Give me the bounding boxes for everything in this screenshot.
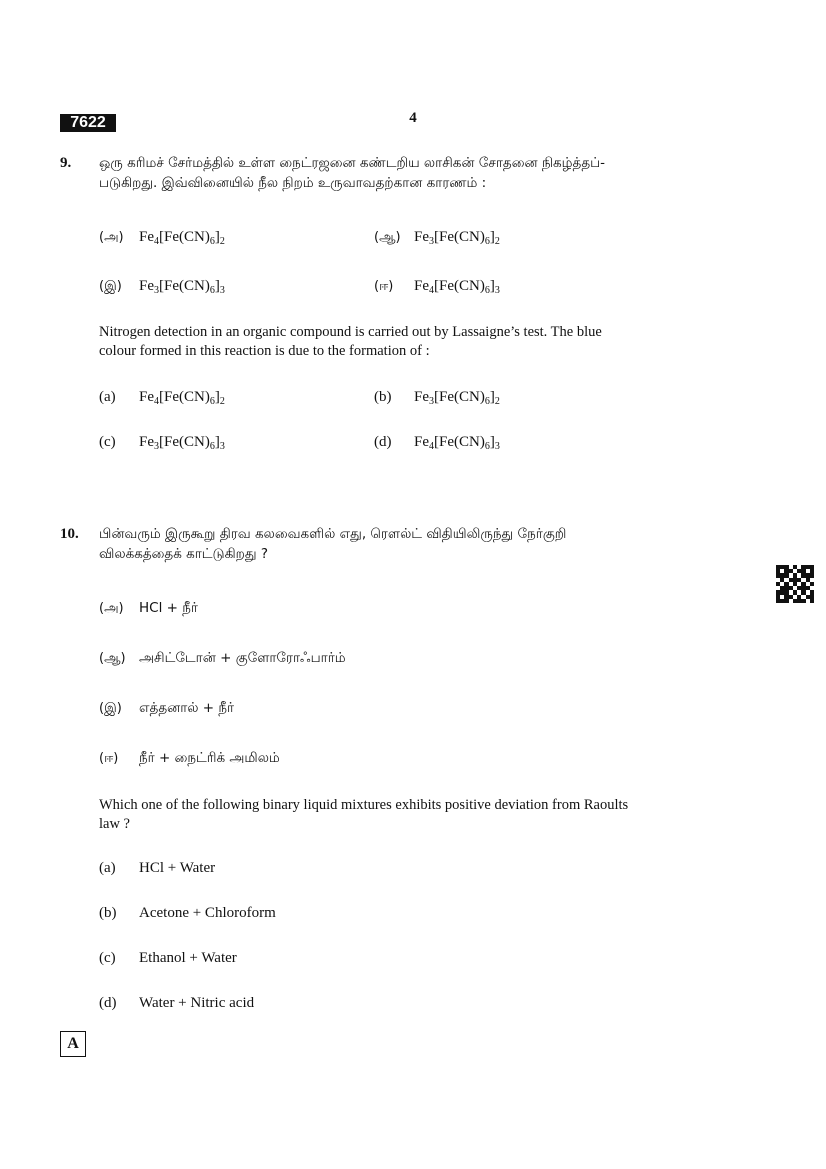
series-box: A — [60, 1031, 86, 1057]
question-9-number: 9. — [60, 155, 72, 171]
q9-english-option-b: (b) $Fe_3[Fe(CN)_6]_2$ — [374, 389, 500, 407]
q10-tamil-option-3: (இ) எத்தனால் + நீர் — [99, 700, 235, 716]
question-10-english-line-1: Which one of the following binary liquid mixtures exhibits positive deviation from Raoults — [99, 797, 629, 813]
qr-code-icon — [776, 565, 814, 603]
page-number: 4 — [409, 110, 417, 126]
question-10-english-line-2: law ? — [99, 816, 130, 832]
question-10-tamil-line-1: பின்வரும் இருகூறு திரவ கலவைகளில் எது, ரௌல்ட் விதியிலிருந்து நேர்குறி — [99, 526, 567, 542]
question-9-english-text — [99, 323, 729, 361]
q9-english-option-c: (c) $Fe_3[Fe(CN)_6]_3$ — [99, 434, 225, 452]
q10-tamil-option-2: (ஆ) அசிட்டோன் + குளோரோஃபார்ம் — [99, 650, 346, 666]
q10-tamil-option-1: (அ) HCl + நீர் — [99, 600, 198, 616]
q10-english-option-a: (a) HCl + Water — [99, 860, 216, 876]
q9-english-option-a: (a) $Fe_4[Fe(CN)_6]_2$ — [99, 389, 225, 407]
q9-tamil-option-4: (ஈ) $Fe_4[Fe(CN)_6]_3$ — [374, 278, 500, 296]
question-10-tamil-line-2: விலக்கத்தைக் காட்டுகிறது ? — [99, 546, 269, 562]
question-9-tamil-line-2: படுகிறது. இவ்வினையில் நீல நிறம் உருவாவதற்கான காரணம் : — [99, 175, 487, 191]
q10-tamil-option-4: (ஈ) நீர் + நைட்ரிக் அமிலம் — [99, 750, 280, 766]
question-9-english-line-2: colour formed in this reaction is due to the formation of : — [99, 343, 430, 359]
q9-english-option-d: (d) $Fe_4[Fe(CN)_6]_3$ — [374, 434, 500, 452]
q9-tamil-option-1: (அ) $Fe_4[Fe(CN)_6]_2$ — [99, 229, 225, 247]
q9-tamil-option-2: (ஆ) $Fe_3[Fe(CN)_6]_2$ — [374, 229, 500, 247]
q10-english-option-d: (d) Water + Nitric acid — [99, 995, 255, 1011]
question-9-english-line-1: Nitrogen detection in an organic compound is carried out by Lassaigne’s test. The blue — [99, 324, 602, 340]
question-9-tamil-text — [99, 153, 729, 193]
q9-tamil-option-3: (இ) $Fe_3[Fe(CN)_6]_3$ — [99, 278, 225, 296]
question-9-tamil-line-1: ஒரு கரிமச் சேர்மத்தில் உள்ள நைட்ரஜனை கண்டறிய லாசிகன் சோதனை நிகழ்த்தப்- — [99, 155, 606, 171]
question-10-english-text — [99, 796, 729, 834]
paper-code: 7622 — [60, 114, 116, 132]
question-10-tamil-text — [99, 524, 729, 564]
q10-english-option-b: (b) Acetone + Chloroform — [99, 905, 276, 921]
q10-english-option-c: (c) Ethanol + Water — [99, 950, 237, 966]
question-10-number: 10. — [60, 526, 79, 542]
